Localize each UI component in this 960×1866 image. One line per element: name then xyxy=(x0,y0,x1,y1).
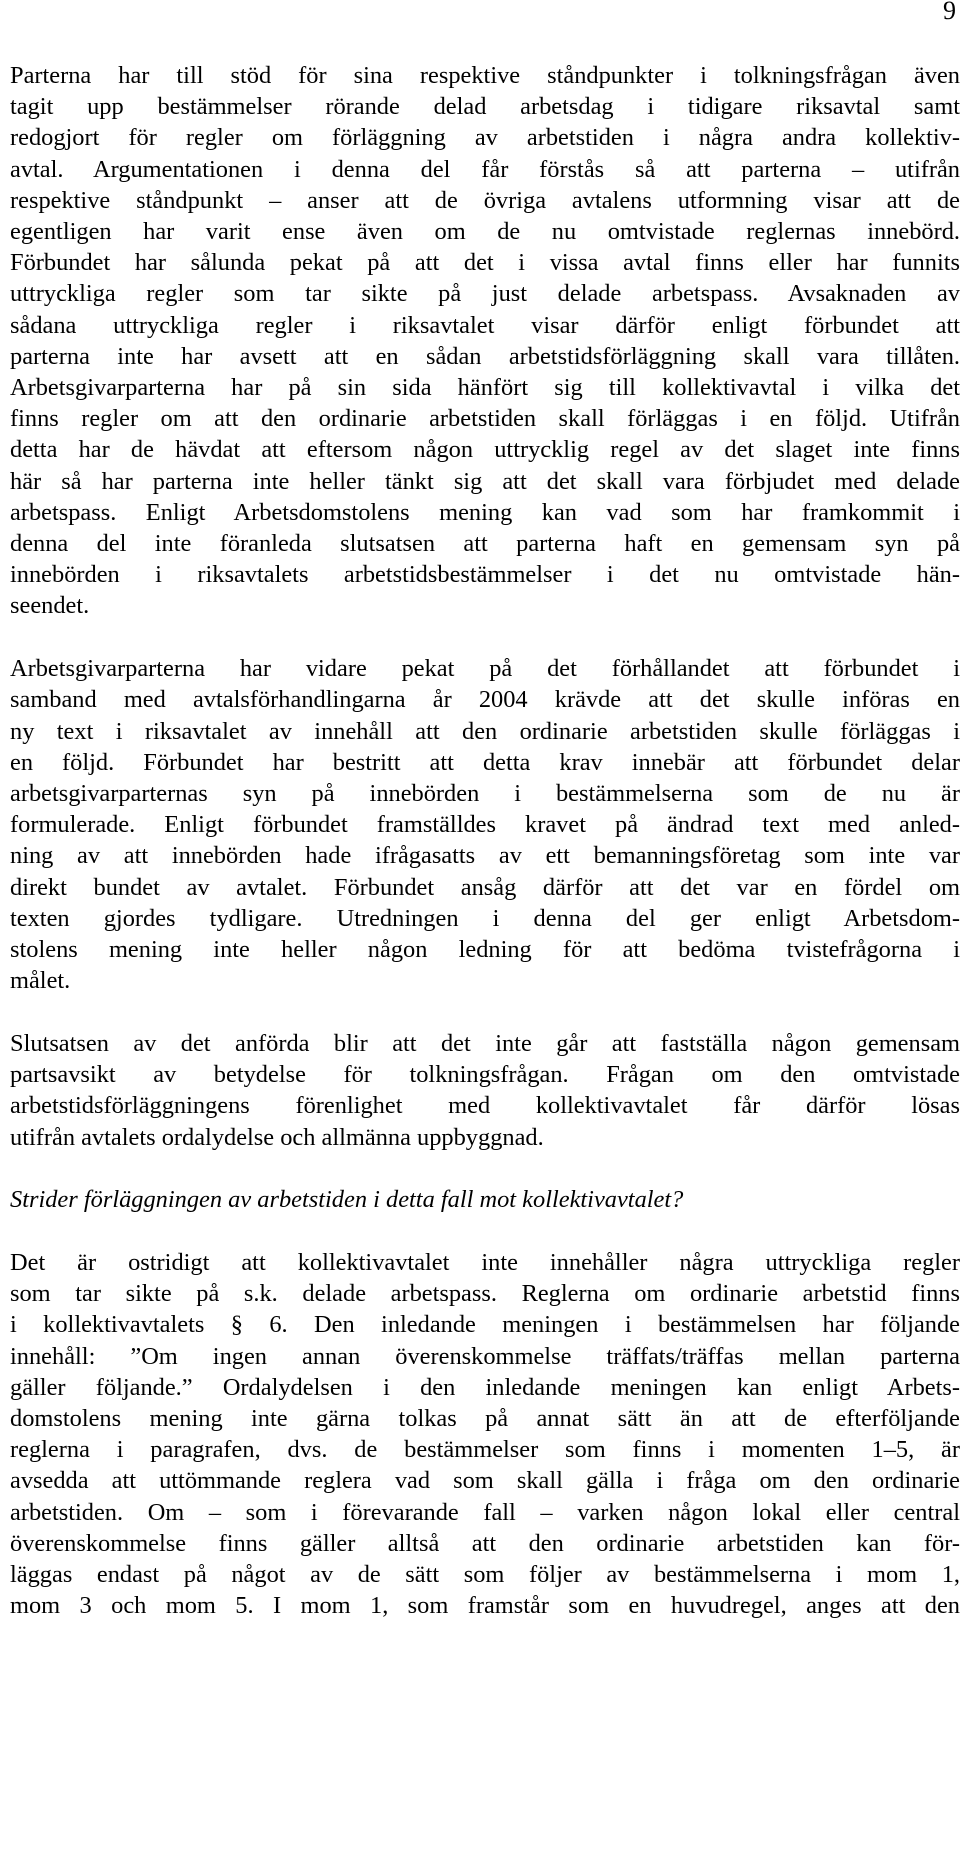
text-line: i kollektivavtalets § 6. Den inledande meningen i bestämmelsen har följande xyxy=(10,1311,960,1339)
text-line: målet. xyxy=(10,967,71,995)
text-line: partsavsikt av betydelse för tolkningsfrågan. Frågan om den omtvistade xyxy=(10,1061,960,1089)
text-line: ny text i riksavtalet av innehåll att den ordinarie arbetstiden skulle förläggas i xyxy=(10,717,960,745)
text-line: Förbundet har sålunda pekat på att det i vissa avtal finns eller har funnits xyxy=(10,249,960,277)
text-line: avsedda att uttömmande reglera vad som skall gälla i fråga om den ordinarie xyxy=(10,1467,960,1495)
text-line: arbetstiden. Om – som i förevarande fall – varken någon lokal eller central xyxy=(10,1498,960,1526)
text-line: domstolens mening inte gärna tolkas på annat sätt än att de efterföljande xyxy=(10,1404,960,1432)
paragraph-2004-negotiation xyxy=(10,653,960,996)
text-line: seendet. xyxy=(10,592,90,620)
text-line: som tar sikte på s.k. delade arbetspass. Reglerna om ordinarie arbetstid finns xyxy=(10,1280,960,1308)
text-line: en följd. Förbundet har bestritt att detta krav innebär att förbundet delar xyxy=(10,748,960,776)
paragraph-gap xyxy=(10,1153,960,1185)
text-line: reglerna i paragrafen, dvs. de bestämmelser som finns i momenten 1–5, är xyxy=(10,1436,960,1464)
text-line: sådana uttryckliga regler i riksavtalet visar därför enligt förbundet att xyxy=(10,311,960,339)
text-line: detta har de hävdat att eftersom någon uttrycklig regel av det slaget inte finns xyxy=(10,436,960,464)
text-line: avtal. Argumentationen i denna del får förstås så att parterna – utifrån xyxy=(10,155,960,183)
text-line: Parterna har till stöd för sina respektive ståndpunkter i tolkningsfrågan även xyxy=(10,62,960,89)
paragraph-gap xyxy=(10,996,960,1028)
text-line: ning av att innebörden hade ifrågasatts av ett bemanningsföretag som inte var xyxy=(10,842,960,870)
text-line: formulerade. Enligt förbundet framställdes kravet på ändrad text med anled- xyxy=(10,811,960,839)
text-line: texten gjordes tydligare. Utredningen i denna del ger enligt Arbetsdom- xyxy=(10,904,960,932)
text-line: denna del inte föranleda slutsatsen att parterna haft en gemensam syn på xyxy=(10,530,960,558)
text-line: stolens mening inte heller någon ledning för att bedöma tvistefrågorna i xyxy=(10,935,960,963)
text-line: innebörden i riksavtalets arbetstidsbestämmelser i det nu omtvistade hän- xyxy=(10,561,960,589)
text-line: överenskommelse finns gäller alltså att den ordinarie arbetstiden kan för- xyxy=(10,1529,960,1557)
text-line: finns regler om att den ordinarie arbetstiden skall förläggas i en följd. Utifrån xyxy=(10,405,960,433)
paragraph-shared-position-evidence xyxy=(10,60,960,622)
text-line: här så har parterna inte heller tänkt sig att det skall vara förbjudet med delade xyxy=(10,467,960,495)
text-line: arbetspass. Enligt Arbetsdomstolens mening kan vad som har framkommit i xyxy=(10,498,960,526)
text-line: arbetsgivarparternas syn på innebörden i bestämmelserna som de nu är xyxy=(10,779,960,807)
text-line: läggas endast på något av de sätt som följer av bestämmelserna i mom 1, xyxy=(10,1560,960,1588)
text-line: egentligen har varit ense även om de nu omtvistade reglernas innebörd. xyxy=(10,218,960,246)
text-line: uttryckliga regler som tar sikte på just delade arbetspass. Avsaknaden av xyxy=(10,280,960,308)
text-line: redogjort för regler om förläggning av arbetstiden i några andra kollektiv- xyxy=(10,124,960,152)
text-line: mom 3 och mom 5. I mom 1, som framstår som en huvudregel, anges att den xyxy=(10,1592,960,1620)
text-line: samband med avtalsförhandlingarna år 2004 krävde att det skulle införas en xyxy=(10,686,960,714)
page-number: 9 xyxy=(943,0,956,25)
section-heading: Strider förläggningen av arbetstiden i detta fall mot kollektivavtalet? xyxy=(10,1186,684,1214)
text-line: Arbetsgivarparterna har vidare pekat på det förhållandet att förbundet i xyxy=(10,655,960,683)
text-line: utifrån avtalets ordalydelse och allmänna uppbyggnad. xyxy=(10,1123,544,1151)
text-line: Det är ostridigt att kollektivavtalet inte innehåller några uttryckliga regler xyxy=(10,1248,960,1276)
body-text xyxy=(10,60,960,1621)
paragraph-conclusion xyxy=(10,1028,960,1153)
text-line: gäller följande.” Ordalydelsen i den inledande meningen kan enligt Arbets- xyxy=(10,1373,960,1401)
text-line: Slutsatsen av det anförda blir att det inte går att fastställa någon gemensam xyxy=(10,1029,960,1057)
paragraph-agreement-rules xyxy=(10,1247,960,1621)
text-line: tagit upp bestämmelser rörande delad arbetsdag i tidigare riksavtal samt xyxy=(10,93,960,121)
text-line: parterna inte har avsett att en sådan arbetstidsförläggning skall vara tillåten. xyxy=(10,342,960,370)
paragraph-gap xyxy=(10,622,960,654)
text-line: respektive ståndpunkt – anser att de övriga avtalens utformning visar att de xyxy=(10,186,960,214)
paragraph-gap xyxy=(10,1215,960,1247)
text-line: arbetstidsförläggningens förenlighet med kollektivavtalet får därför lösas xyxy=(10,1092,960,1120)
text-line: Arbetsgivarparterna har på sin sida hänfört sig till kollektivavtal i vilka det xyxy=(10,374,960,402)
text-line: direkt bundet av avtalet. Förbundet ansåg därför att det var en fördel om xyxy=(10,873,960,901)
text-line: innehåll: ”Om ingen annan överenskommelse träffats/träffas mellan parterna xyxy=(10,1342,960,1370)
